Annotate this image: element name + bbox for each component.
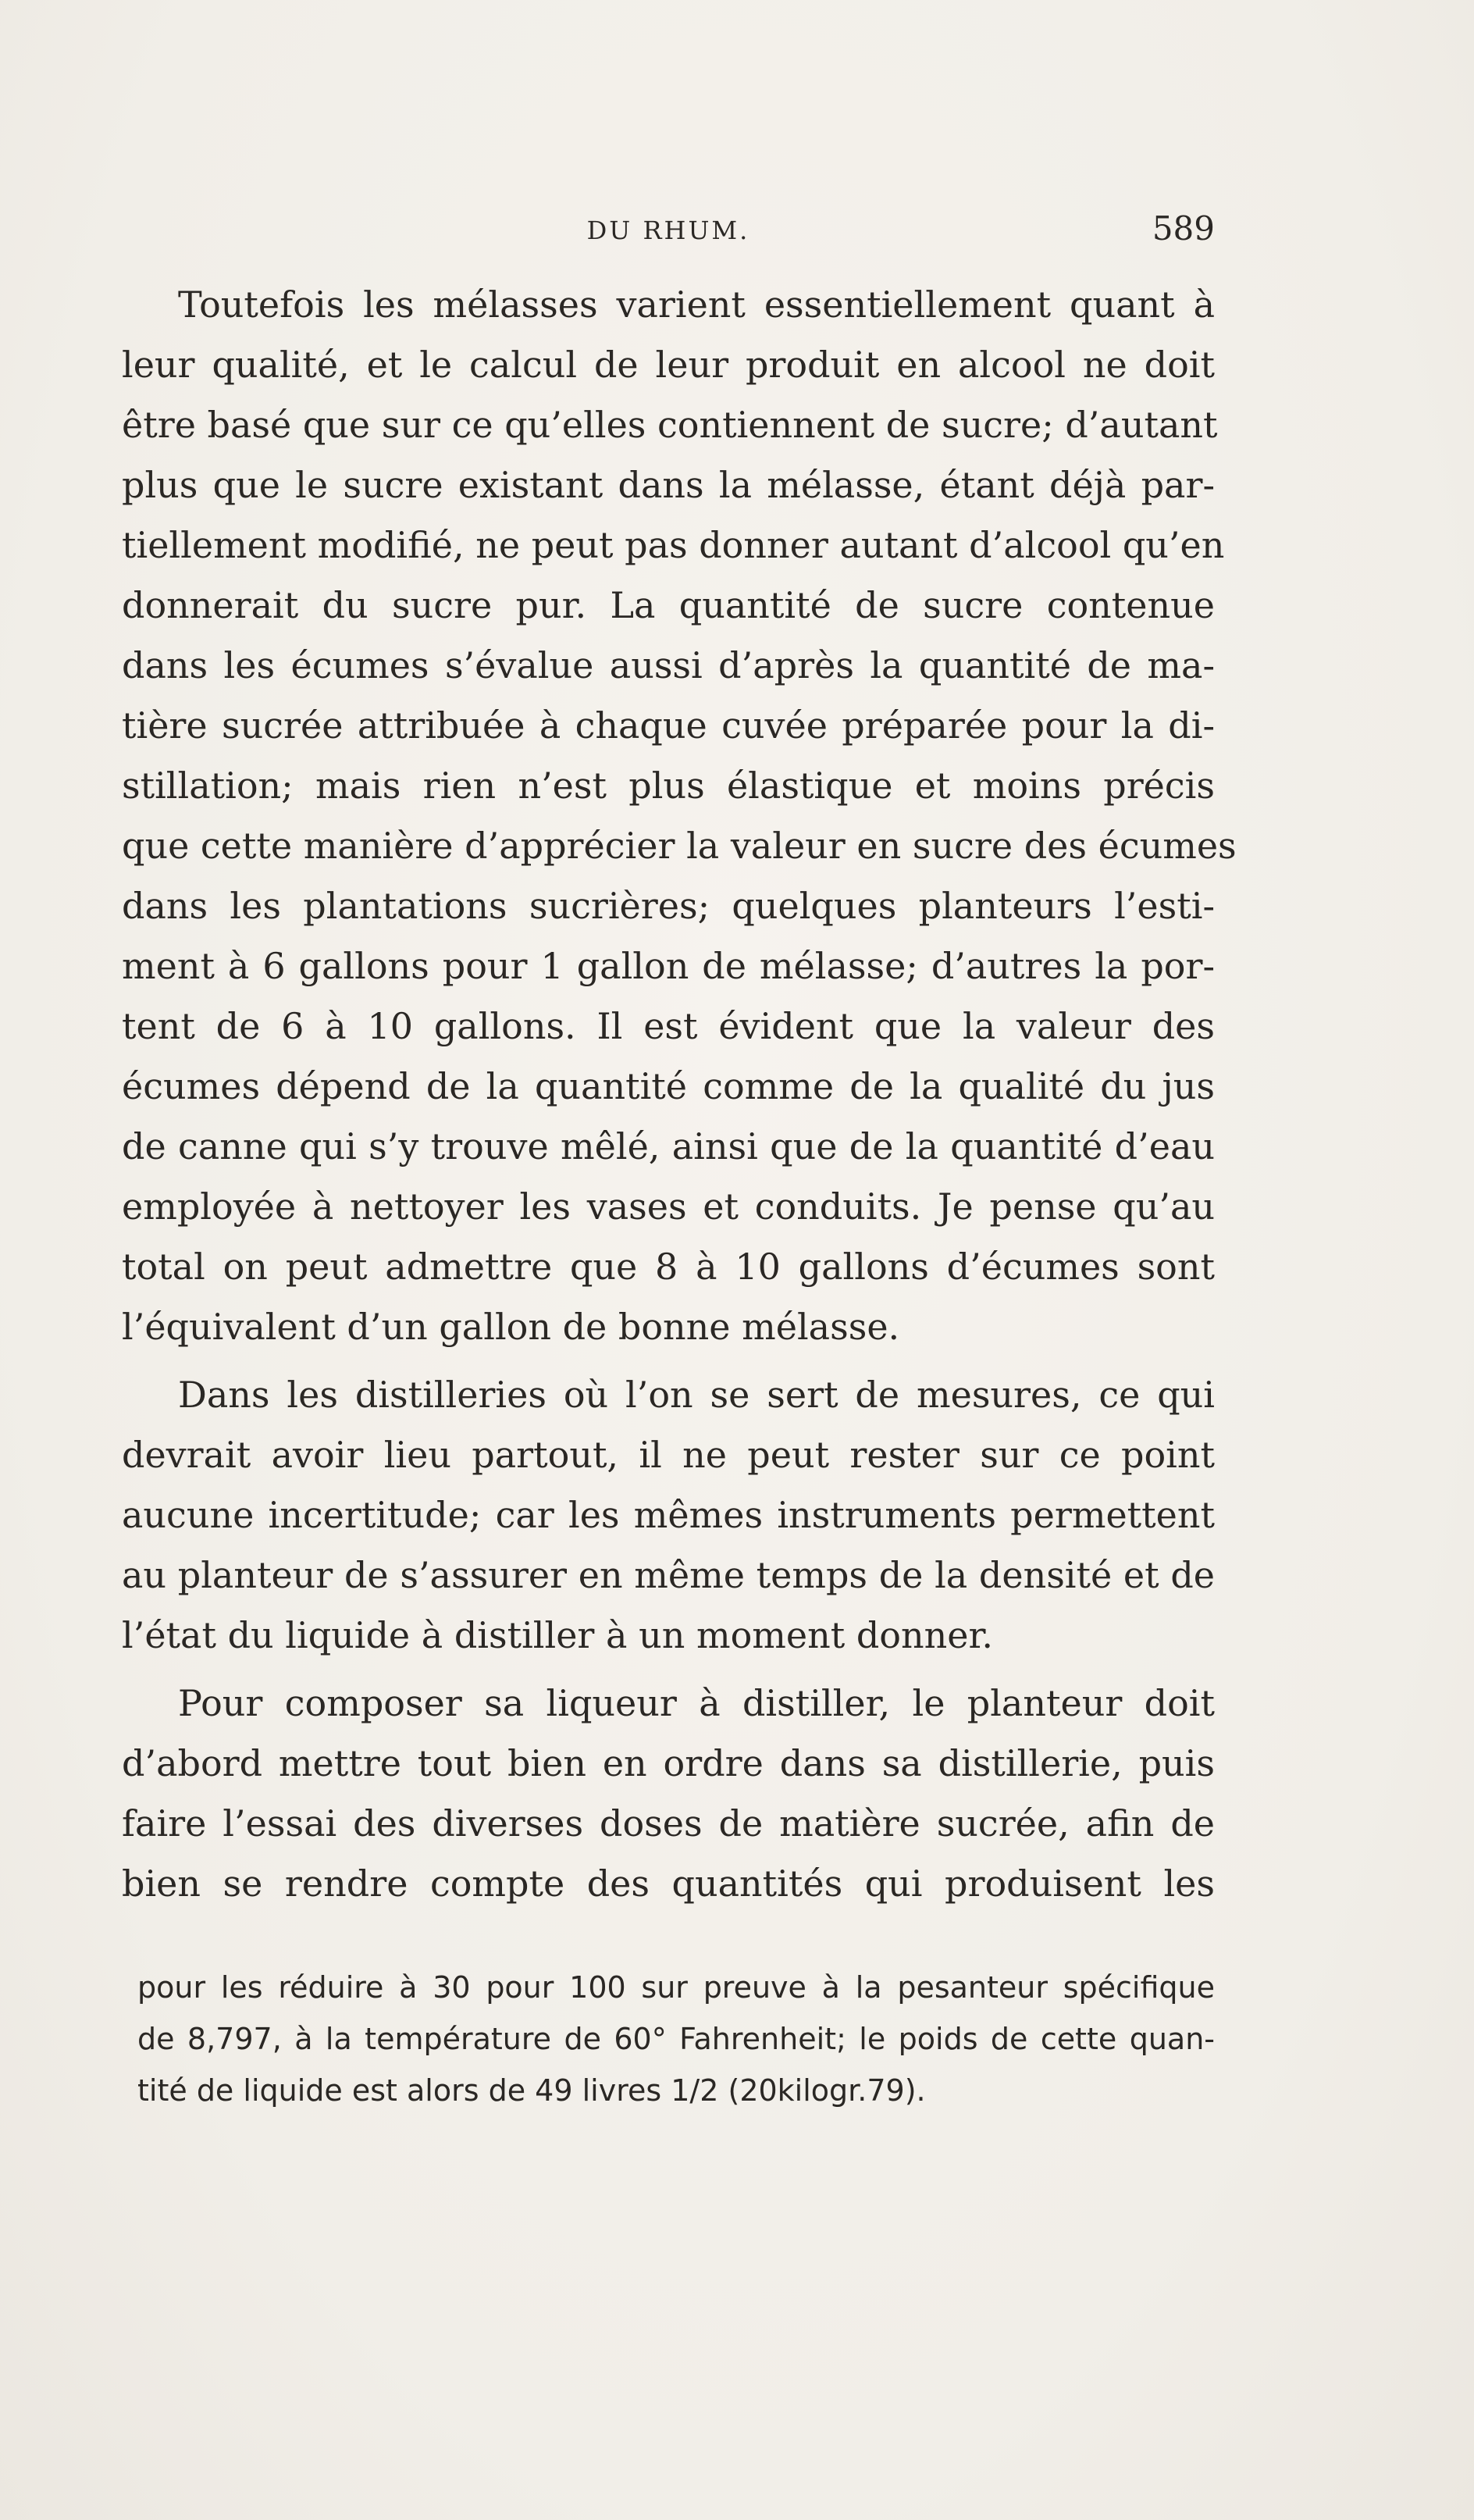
footnote-line: tité de liquide est alors de 49 livres 1/2 (20kilogr.79). xyxy=(137,2073,926,2108)
text-line: au planteur de s’assurer en même temps de la densité et de xyxy=(122,1554,1215,1596)
text-line: Pour composer sa liqueur à distiller, le planteur doit xyxy=(178,1682,1215,1724)
text-line: tent de 6 à 10 gallons. Il est évident que la valeur des xyxy=(122,1005,1215,1047)
text-line: stillation; mais rien n’est plus élastique et moins précis xyxy=(122,765,1215,807)
paragraph-3 xyxy=(122,1673,1215,1914)
body-text xyxy=(122,275,1237,1914)
text-line: écumes dépend de la quantité comme de la qualité du jus xyxy=(122,1065,1215,1107)
text-line: aucune incertitude; car les mêmes instruments permettent xyxy=(122,1494,1215,1536)
text-line: de canne qui s’y trouve mêlé, ainsi que de la quantité d’eau xyxy=(122,1125,1215,1167)
paragraph-1 xyxy=(122,275,1237,1357)
text-line: plus que le sucre existant dans la mélasse, étant déjà par- xyxy=(122,464,1215,506)
text-line: ment à 6 gallons pour 1 gallon de mélasse; d’autres la por- xyxy=(122,945,1215,987)
footnote-line: de 8,797, à la température de 60° Fahrenheit; le poids de cette quan- xyxy=(137,2022,1215,2056)
footnote-line: pour les réduire à 30 pour 100 sur preuve à la pesanteur spécifique xyxy=(137,1970,1215,2005)
text-line: tiellement modifié, ne peut pas donner autant d’alcool qu’en xyxy=(122,524,1225,566)
text-line: leur qualité, et le calcul de leur produit en alcool ne doit xyxy=(122,344,1215,386)
text-line: employée à nettoyer les vases et conduits. Je pense qu’au xyxy=(122,1185,1215,1228)
page-number: 589 xyxy=(1152,209,1215,248)
text-line: l’équivalent d’un gallon de bonne mélasse. xyxy=(122,1306,900,1348)
text-line: faire l’essai des diverses doses de matière sucrée, afin de xyxy=(122,1802,1215,1845)
text-line: devrait avoir lieu partout, il ne peut rester sur ce point xyxy=(122,1434,1215,1476)
text-line: l’état du liquide à distiller à un moment donner. xyxy=(122,1614,994,1656)
text-line: être basé que sur ce qu’elles contiennent de sucre; d’autant xyxy=(122,404,1218,446)
text-line: total on peut admettre que 8 à 10 gallons d’écumes sont xyxy=(122,1246,1215,1288)
text-line: que cette manière d’apprécier la valeur en sucre des écumes xyxy=(122,825,1237,867)
text-line: donnerait du sucre pur. La quantité de sucre contenue xyxy=(122,584,1215,626)
text-line: d’abord mettre tout bien en ordre dans sa distillerie, puis xyxy=(122,1742,1215,1784)
running-head xyxy=(122,209,1215,256)
text-line: Dans les distilleries où l’on se sert de mesures, ce qui xyxy=(178,1374,1215,1416)
text-line: dans les écumes s’évalue aussi d’après la quantité de ma- xyxy=(122,644,1215,686)
paragraph-2 xyxy=(122,1365,1215,1666)
text-line: Toutefois les mélasses varient essentiellement quant à xyxy=(178,283,1215,326)
footnote xyxy=(137,1962,1215,2116)
text-line: dans les plantations sucrières; quelques planteurs l’esti- xyxy=(122,885,1215,927)
text-line: tière sucrée attribuée à chaque cuvée préparée pour la di- xyxy=(122,704,1215,747)
running-title: DU RHUM. xyxy=(586,216,750,245)
text-line: bien se rendre compte des quantités qui produisent les xyxy=(122,1862,1215,1905)
